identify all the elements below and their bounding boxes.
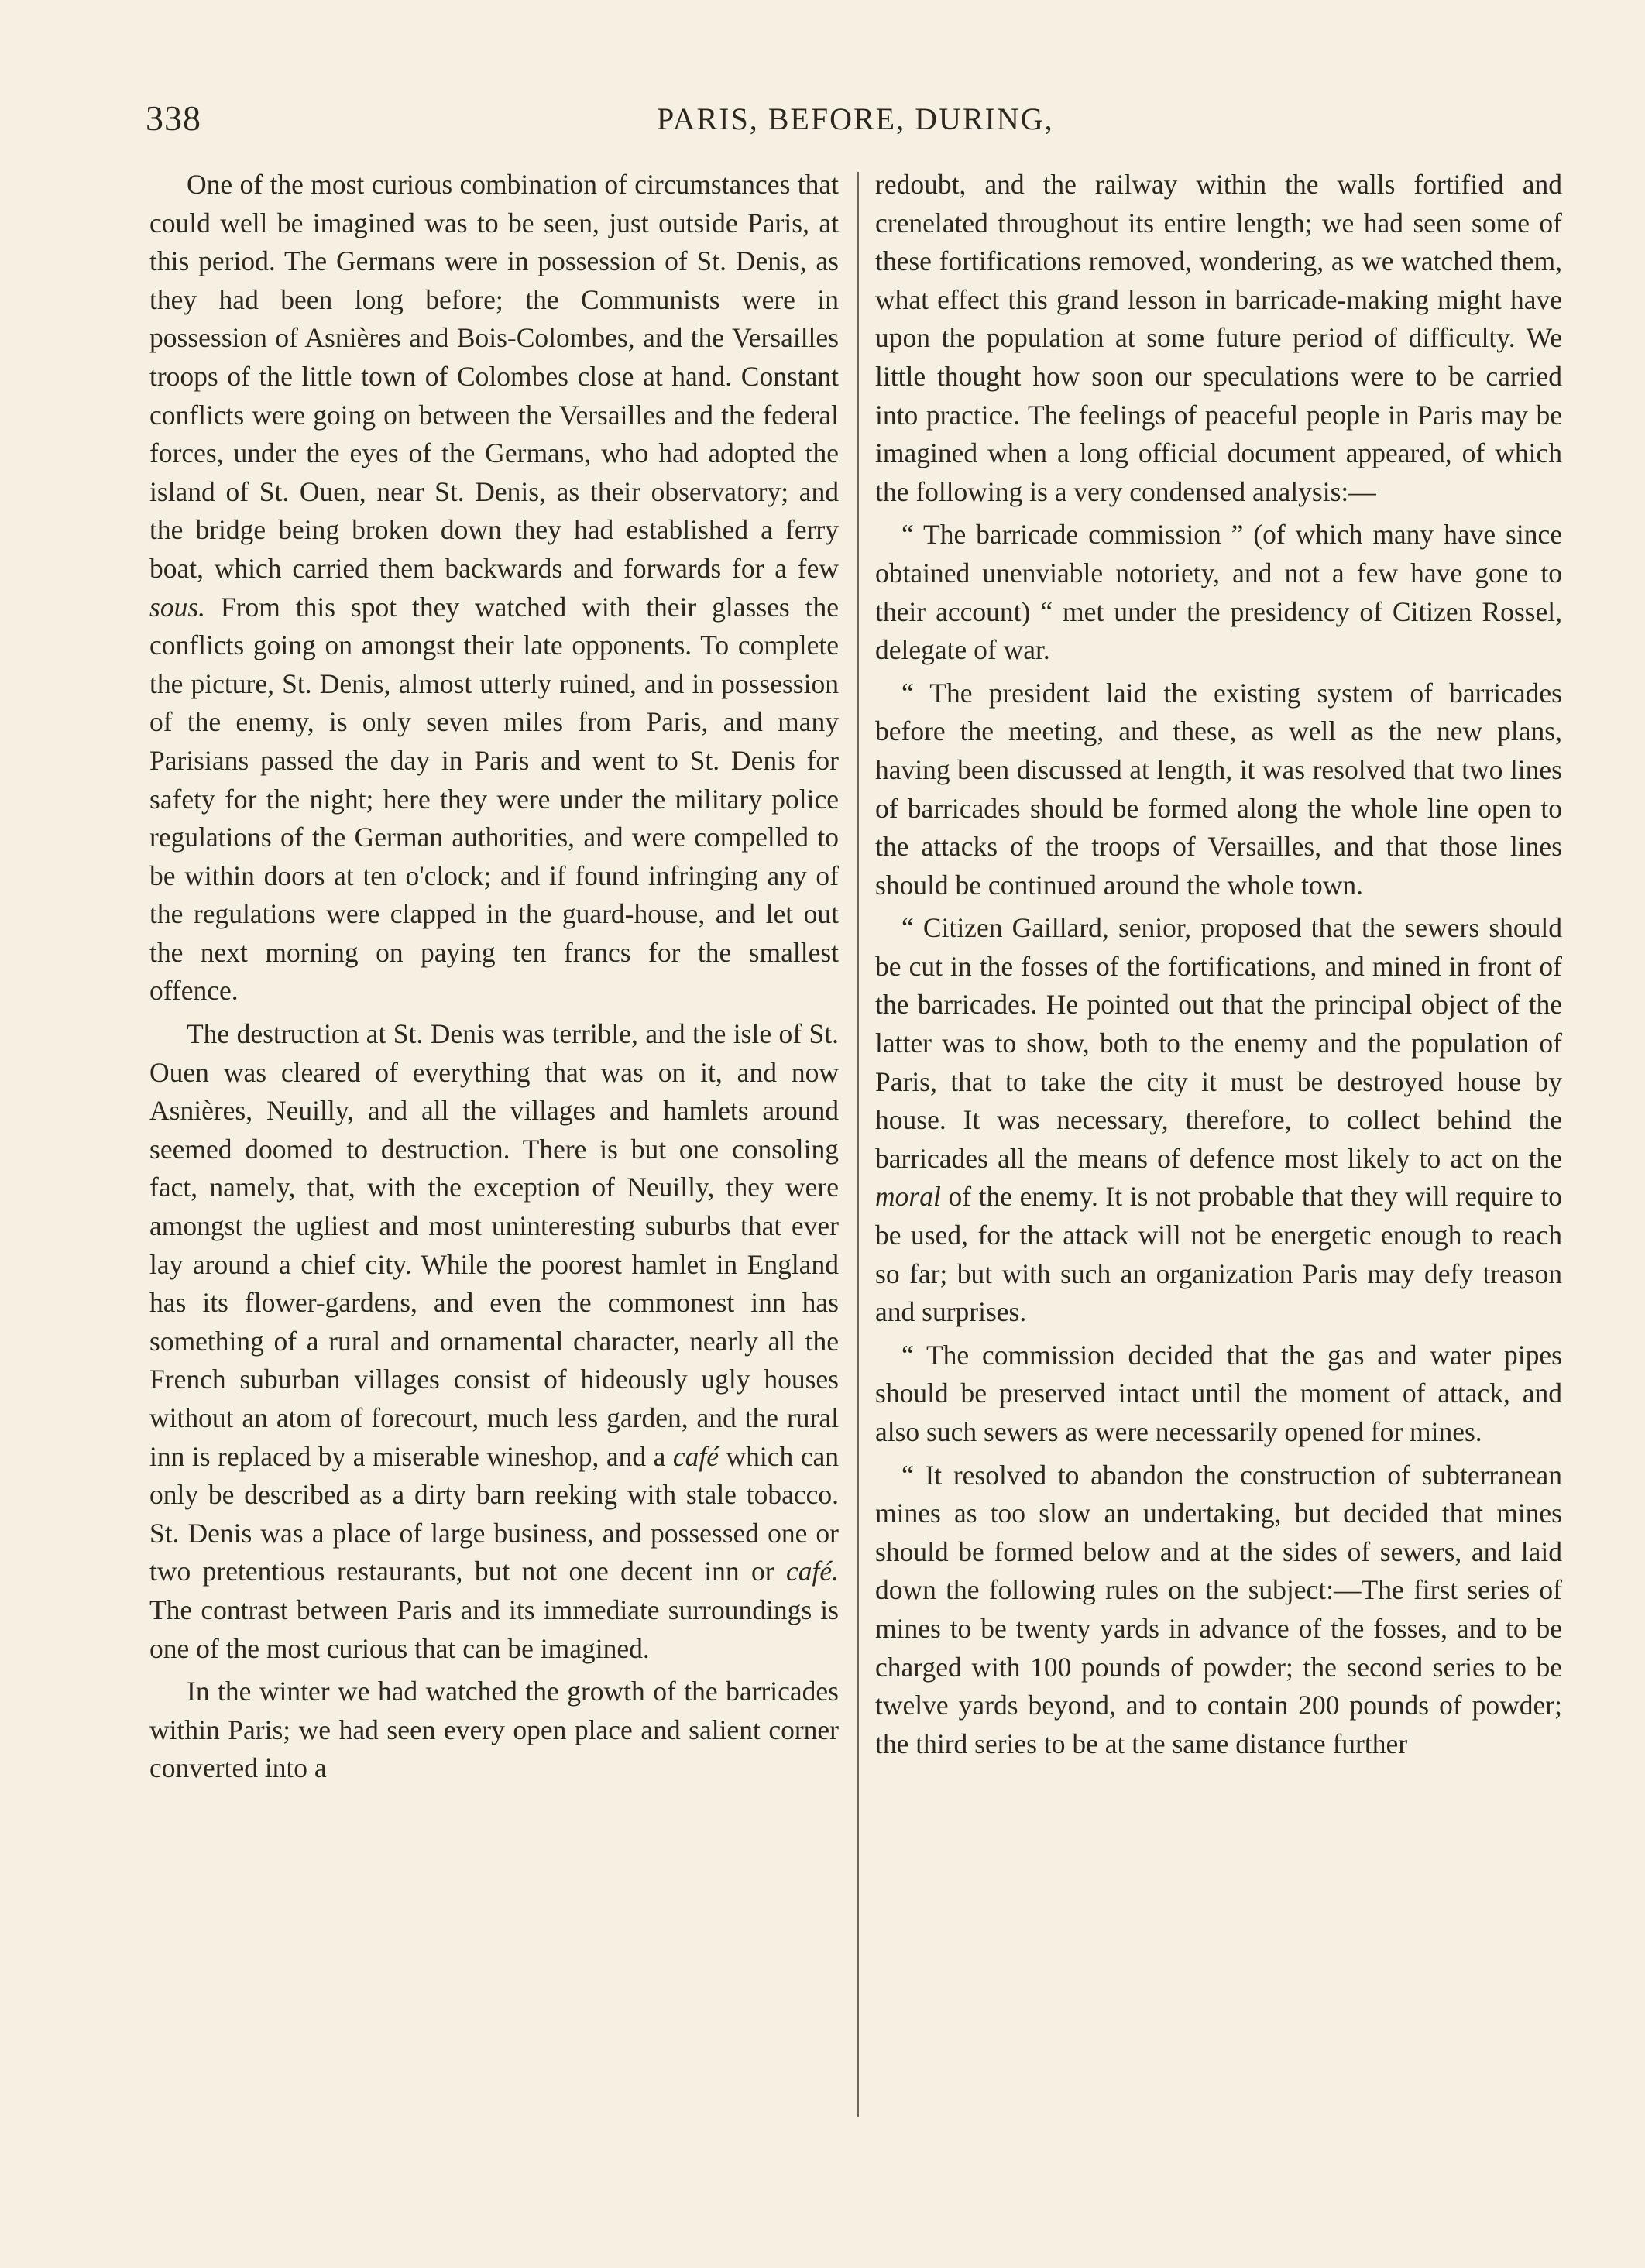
page-header: [146, 98, 1559, 152]
paragraph: In the winter we had watched the growth of the barricades within Paris; we had seen every open place and salient corner converted into a: [149, 1676, 839, 1784]
italic-word: café: [672, 1440, 719, 1472]
paragraph: The destruction at St. Denis was terrible, and the isle of St. Ouen was cleared of everything that was on it, and now Asnières, Neuilly, and all the villages and hamlets around seemed doomed to destruction. There is but one consoling fact, namely, that, with the exception of Neuilly, they were amongst the ugliest and most uninteresting suburbs that ever lay around a chief city. While the poorest hamlet in England has its flower-gardens, and even the commonest inn has something of a rural and ornamental character, nearly all the French suburban villages consist of hideously ugly houses without an atom of forecourt, much less garden, and the rural inn is replaced by a miserable wineshop, and a café which can only be described as a dirty barn reeking with stale tobacco. St. Denis was a place of large business, and possessed one or two pretentious restaurants, but not one decent inn or café. The contrast between Paris and its immediate surroundings is one of the most curious that can be imagined.: [149, 1018, 839, 1664]
italic-word: moral: [875, 1181, 941, 1213]
column-divider: [857, 172, 859, 2117]
paragraph: “ The commission decided that the gas and water pipes should be preserved intact until the moment of attack, and also such sewers as were necessarily opened for mines.: [875, 1339, 1562, 1447]
paragraph: “ It resolved to abandon the construction of subterranean mines as too slow an undertaking, but decided that mines should be formed below and at the sides of sewers, and laid down the following rules on the subject:—The first series of mines to be twenty yards in advance of the fosses, and to be charged with 100 pounds of powder; the second series to be twelve yards beyond, and to contain 200 pounds of powder; the third series to be at the same distance further: [875, 1459, 1562, 1759]
italic-word: café.: [785, 1556, 839, 1587]
left-column: [149, 166, 839, 1788]
running-title: PARIS, BEFORE, DURING,: [657, 101, 1054, 136]
right-column: [875, 166, 1562, 1763]
paragraph: “ Citizen Gaillard, senior, proposed that the sewers should be cut in the fosses of the fortifications, and mined in front of the barricades. He pointed out that the principal object of the latter was to show, both to the enemy and the population of Paris, that to take the city it must be destroyed house by house. It was necessary, therefore, to collect behind the barricades all the means of defence most likely to act on the moral of the enemy. It is not probable that they will require to be used, for the attack will not be energetic enough to reach so far; but with such an organization Paris may defy treason and surprises.: [875, 912, 1562, 1328]
paragraph: One of the most curious combination of circumstances that could well be imagined was to be seen, just outside Paris, at this period. The Germans were in possession of St. Denis, as they had been long before; the Communists were in possession of Asnières and Bois-Colombes, and the Versailles troops of the little town of Colombes close at hand. Constant conflicts were going on between the Versailles and the federal forces, under the eyes of the Germans, who had adopted the island of St. Ouen, near St. Denis, as their observatory; and the bridge being broken down they had established a ferry boat, which carried them backwards and forwards for a few sous. From this spot they watched with their glasses the conflicts going on amongst their late opponents. To complete the picture, St. Denis, almost utterly ruined, and in possession of the enemy, is only seven miles from Paris, and many Parisians passed the day in Paris and went to St. Denis for safety for the night; here they were under the military police regulations of the German authorities, and were compelled to be within doors at ten o'clock; and if found infringing any of the regulations were clapped in the guard-house, and let out the next morning on paying ten francs for the smallest offence.: [149, 169, 839, 1007]
paragraph: “ The barricade commission ” (of which many have since obtained unenviable notoriety, and not a few have gone to their account) “ met under the presidency of Citizen Rossel, delegate of war.: [875, 519, 1562, 666]
italic-word: sous.: [149, 591, 206, 623]
page-number: 338: [146, 98, 201, 138]
paragraph: “ The president laid the existing system of barricades before the meeting, and these, as well as the new plans, having been discussed at length, it was resolved that two lines of barricades should be formed along the whole line open to the attacks of the troops of Versailles, and that those lines should be continued around the whole town.: [875, 677, 1562, 901]
paragraph: redoubt, and the railway within the walls fortified and crenelated throughout its entire length; we had seen some of these fortifications removed, wondering, as we watched them, what effect this grand lesson in barricade-making might have upon the population at some future period of difficulty. We little thought how soon our speculations were to be carried into practice. The feelings of peaceful people in Paris may be imagined when a long official document appeared, of which the following is a very condensed analysis:—: [875, 169, 1562, 507]
